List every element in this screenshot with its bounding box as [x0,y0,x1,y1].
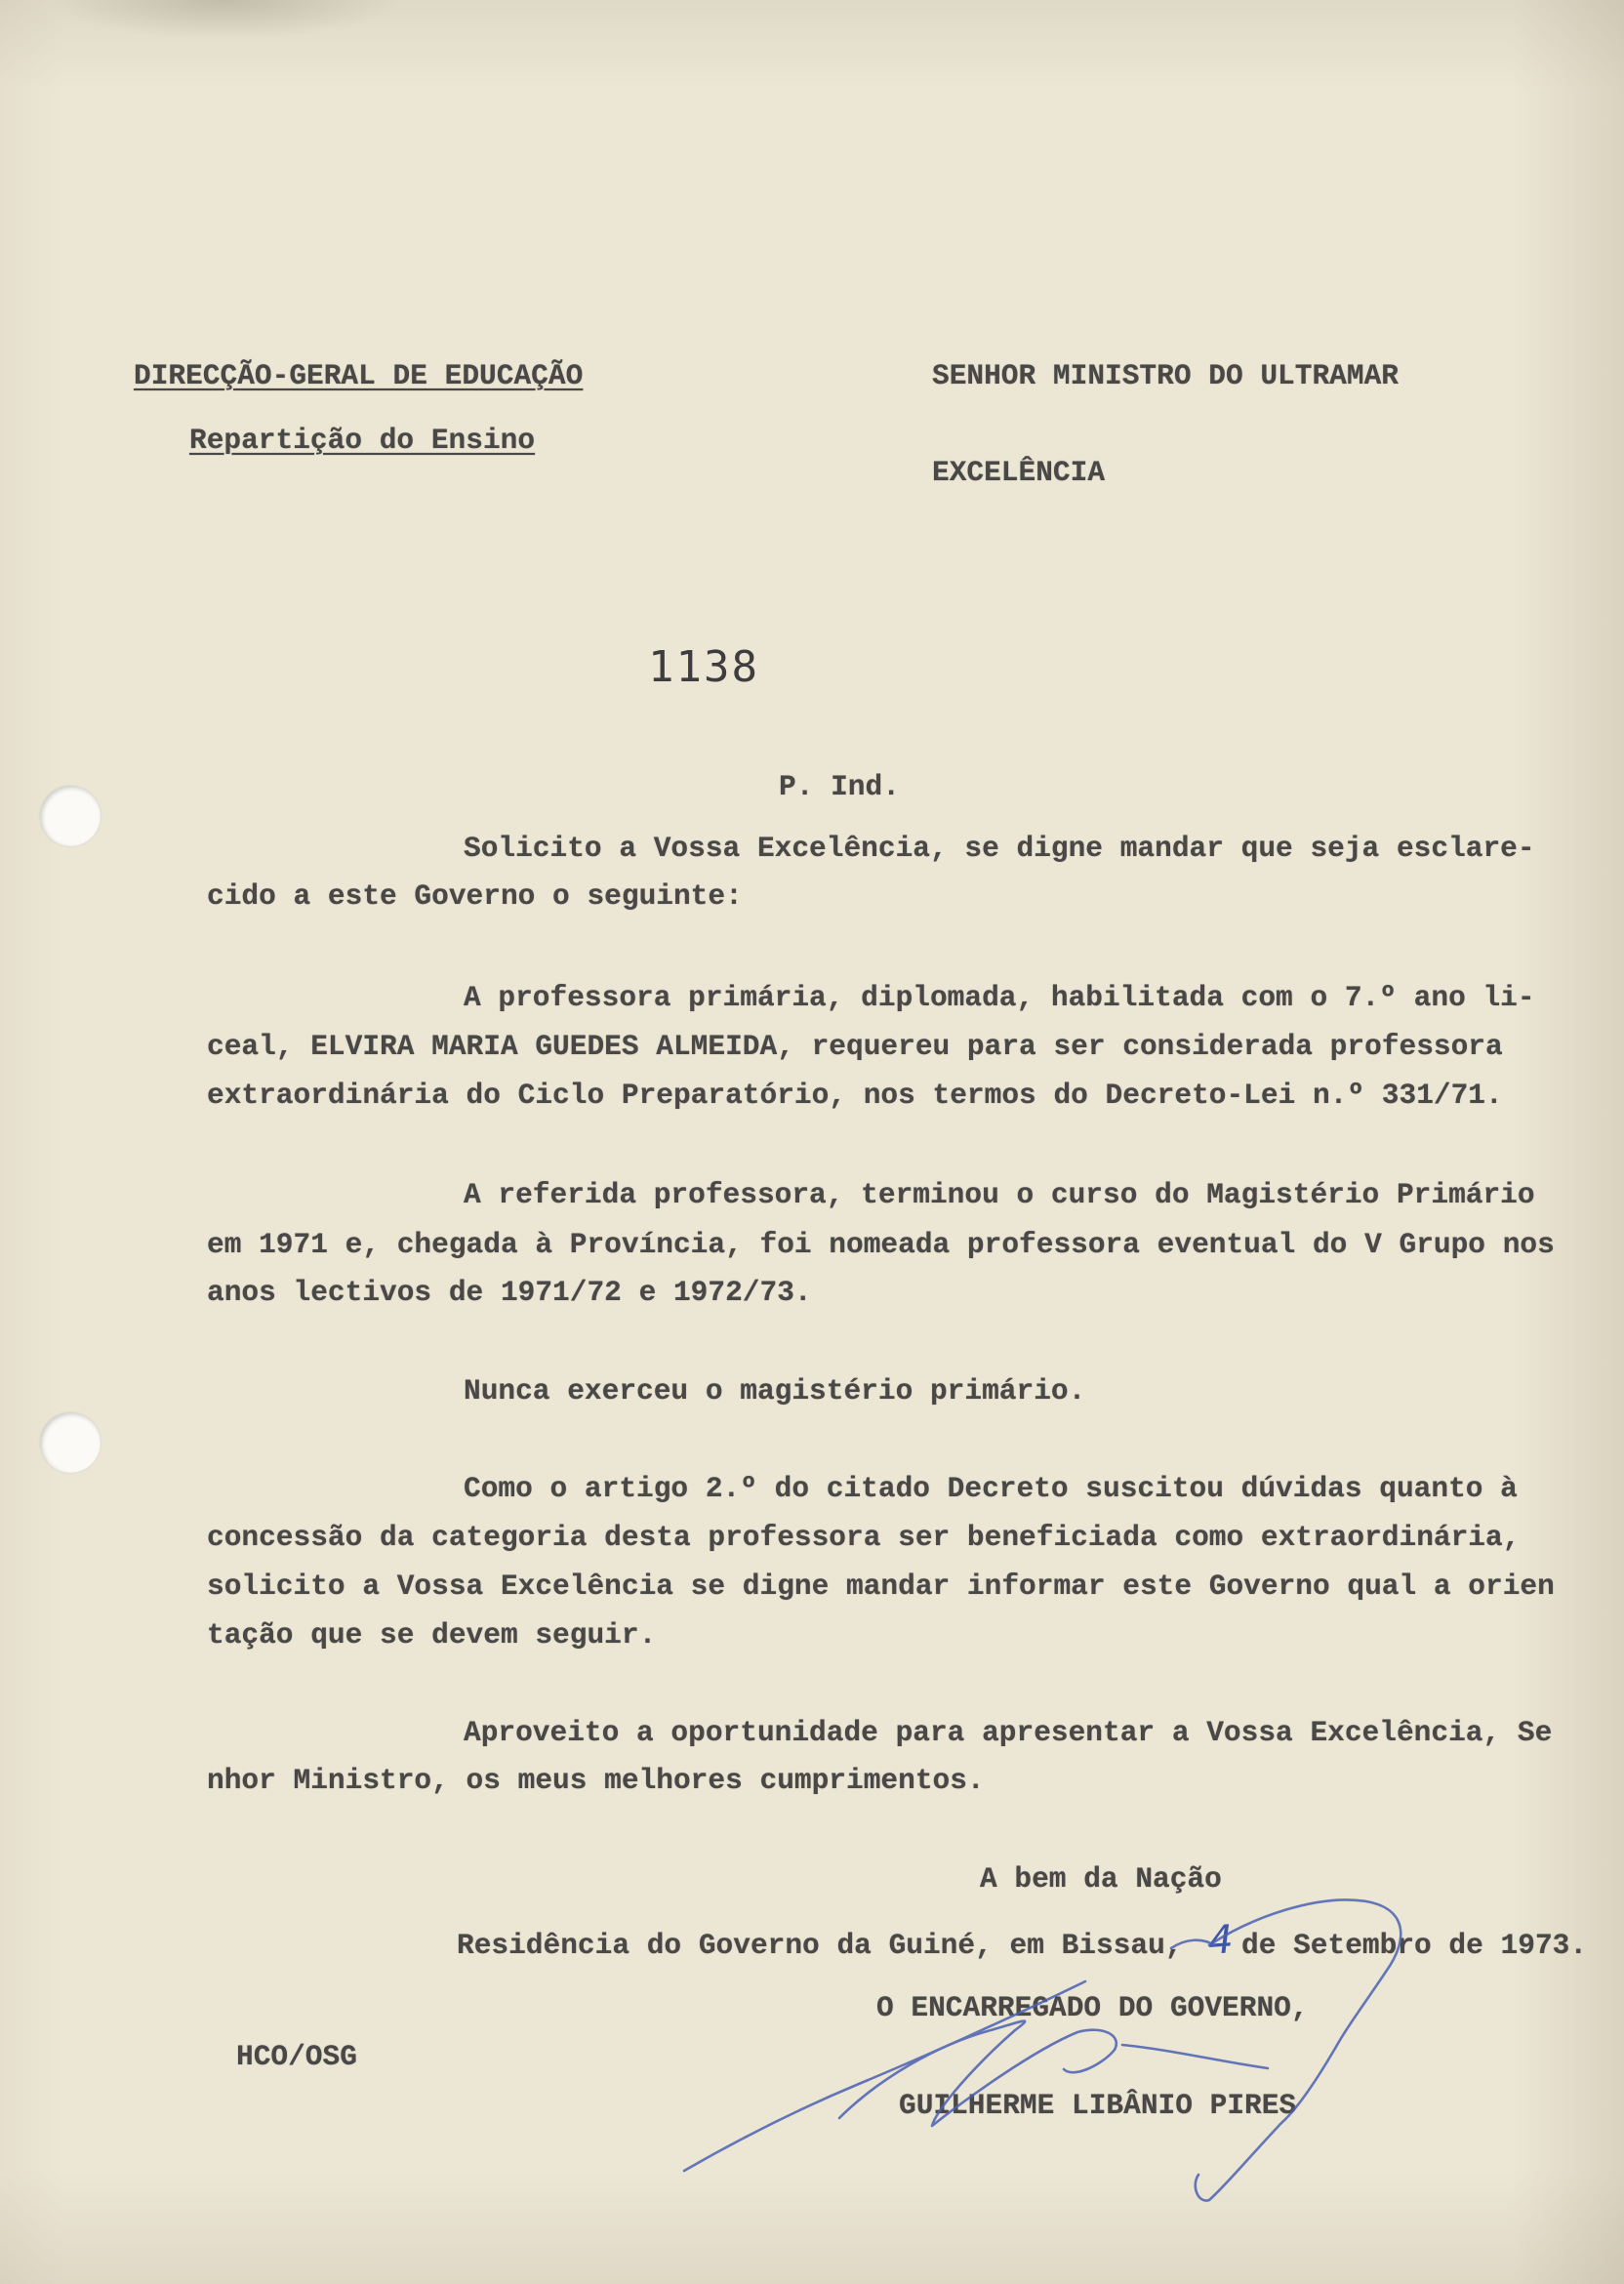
paragraph-3-line-1: A referida professora, terminou o curso do Magistério Primário [464,1178,1535,1211]
punch-hole-upper [40,786,101,846]
paragraph-3-line-3: anos lectivos de 1971/72 e 1972/73. [207,1276,812,1309]
paragraph-4-line-1: Nunca exerceu o magistério primário. [464,1374,1086,1407]
subject-line: P. Ind. [779,770,900,803]
paragraph-1-line-1: Solicito a Vossa Excelência, se digne mandar que seja esclare- [464,832,1535,865]
closing-formula: A bem da Nação [980,1862,1222,1896]
signer-name: GUILHERME LIBÂNIO PIRES [899,2089,1297,2122]
punch-hole-lower [40,1412,101,1473]
department-heading: DIRECÇÃO-GERAL DE EDUCAÇÃO [134,359,584,392]
section-heading: Repartição do Ensino [189,424,536,457]
reference-initials: HCO/OSG [236,2040,357,2073]
paragraph-5-line-1: Como o artigo 2.º do citado Decreto suscitou dúvidas quanto à [464,1472,1518,1505]
paragraph-6-line-1: Aproveito a oportunidade para apresentar a Vossa Excelência, Se [464,1716,1553,1749]
date-place: Residência do Governo da Guiné, em Bissau, [457,1929,1183,1962]
paragraph-2-line-1: A professora primária, diplomada, habilitada com o 7.º ano li- [464,981,1535,1014]
paragraph-1-line-2: cido a este Governo o seguinte: [207,879,743,913]
paragraph-2-line-3: extraordinária do Ciclo Preparatório, nos termos do Decreto-Lei n.º 331/71. [207,1079,1503,1112]
salutation: EXCELÊNCIA [932,456,1106,489]
paragraph-5-line-4: tação que se devem seguir. [207,1618,657,1652]
signature-stroke [1122,2045,1268,2068]
reference-number: 1138 [648,642,759,692]
paragraph-5-line-2: concessão da categoria desta professora ser beneficiada como extraordinária, [207,1521,1521,1554]
date-month-year: de Setembro de 1973. [1241,1929,1588,1962]
paragraph-2-line-2: ceal, ELVIRA MARIA GUEDES ALMEIDA, requereu para ser considerada professora [207,1030,1503,1063]
addressee: SENHOR MINISTRO DO ULTRAMAR [932,359,1399,392]
paragraph-3-line-2: em 1971 e, chegada à Província, foi nomeada professora eventual do V Grupo nos [207,1228,1555,1261]
handwritten-day: 4 [1206,1917,1236,1964]
signer-title: O ENCARREGADO DO GOVERNO, [876,1991,1309,2024]
paragraph-5-line-3: solicito a Vossa Excelência se digne mandar informar este Governo qual a orien [207,1570,1555,1603]
paragraph-6-line-2: nhor Ministro, os meus melhores cumprimentos. [207,1764,985,1797]
